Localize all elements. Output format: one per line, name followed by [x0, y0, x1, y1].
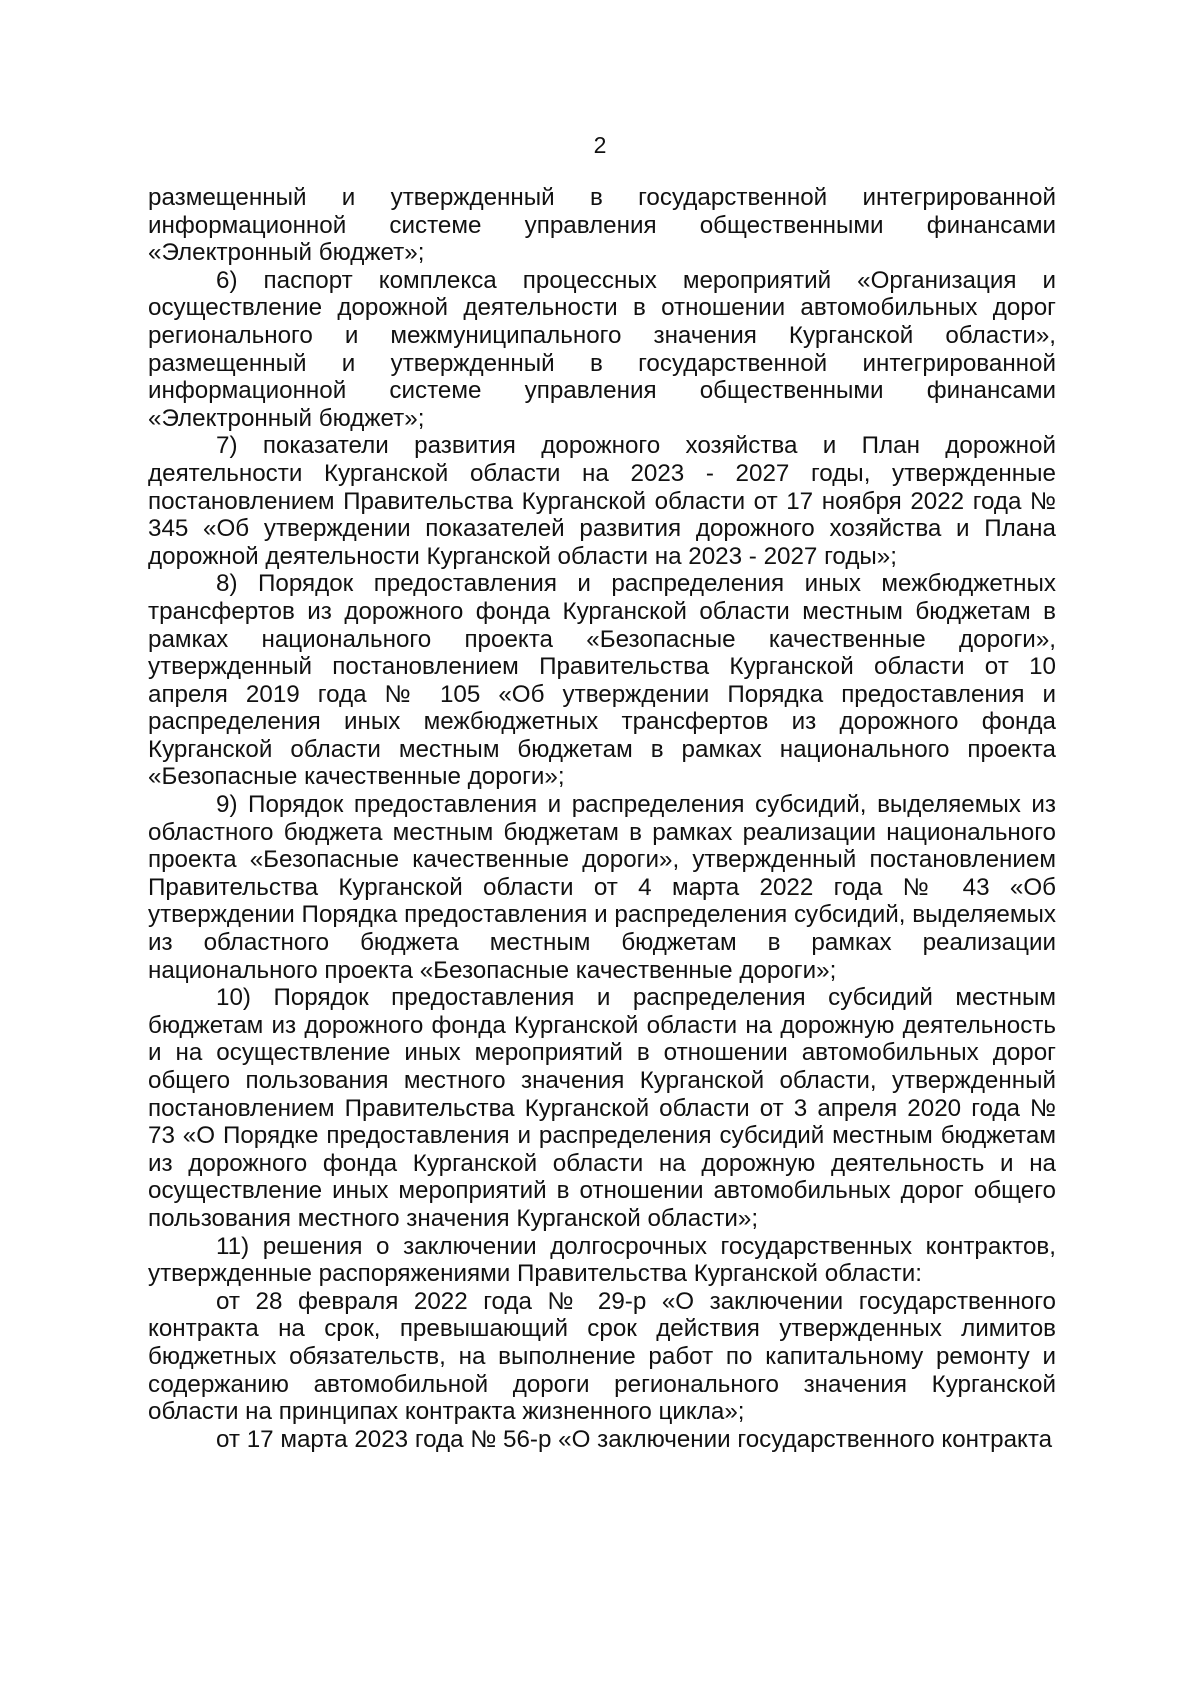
list-item-7: 7) показатели развития дорожного хозяйства и План дорожной деятельности Курганской области на 2023 - 2027 годы, утвержденные постановлением Правительства Курганской области от 17 ноября 2022 года № 345 «Об утверждении показателей развития дорожного хозяйства и Плана дорожной деятельности Курганской области на 2023 - 2027 годы»; [148, 432, 1056, 570]
document-body [148, 184, 1056, 1453]
decision-item-2: от 17 марта 2023 года № 56-р «О заключении государственного контракта [216, 1425, 1053, 1453]
list-item-10: 10) Порядок предоставления и распределения субсидий местным бюджетам из дорожного фонда Курганской области на дорожную деятельность и на осуществление иных мероприятий в отношении автомобильных дорог общего пользования местного значения Курганской области, утвержденный постановлением Правительства Курганской области от 3 апреля 2020 года № 73 «О Порядке предоставления и распределения субсидий местным бюджетам из дорожного фонда Курганской области на дорожную деятельность и на осуществление иных мероприятий в отношении автомобильных дорог общего пользования местного значения Курганской области»; [148, 984, 1056, 1232]
decision-item-1: от 28 февраля 2022 года № 29-р «О заключении государственного контракта на срок, превышающий срок действия утвержденных лимитов бюджетных обязательств, на выполнение работ по капитальному ремонту и содержанию автомобильной дороги регионального значения Курганской области на принципах контракта жизненного цикла»; [148, 1287, 1056, 1426]
page-number: 2 [593, 132, 607, 158]
paragraph-continuation: размещенный и утвержденный в государственной интегрированной информационной системе управления общественными финансами «Электронный бюджет»; [148, 184, 1056, 267]
list-item-11: 11) решения о заключении долгосрочных государственных контрактов, утвержденные распоряжениями Правительства Курганской области: [148, 1232, 1056, 1288]
list-item-6: 6) паспорт комплекса процессных мероприятий «Организация и осуществление дорожной деятельности в отношении автомобильных дорог регионального и межмуниципального значения Курганской области», размещенный и утвержденный в государственной интегрированной информационной системе управления общественными финансами «Электронный бюджет»; [148, 266, 1056, 432]
list-item-9: 9) Порядок предоставления и распределения субсидий, выделяемых из областного бюджета местным бюджетам в рамках реализации национального проекта «Безопасные качественные дороги», утвержденный постановлением Правительства Курганской области от 4 марта 2022 года № 43 «Об утверждении Порядка предоставления и распределения субсидий, выделяемых из областного бюджета местным бюджетам в рамках реализации национального проекта «Безопасные качественные дороги»; [148, 791, 1056, 984]
list-item-8: 8) Порядок предоставления и распределения иных межбюджетных трансфертов из дорожного фонда Курганской области местным бюджетам в рамках национального проекта «Безопасные качественные дороги», утвержденный постановлением Правительства Курганской области от 10 апреля 2019 года № 105 «Об утверждении Порядка предоставления и распределения иных межбюджетных трансфертов из дорожного фонда Курганской области местным бюджетам в рамках национального проекта «Безопасные качественные дороги»; [148, 570, 1056, 791]
